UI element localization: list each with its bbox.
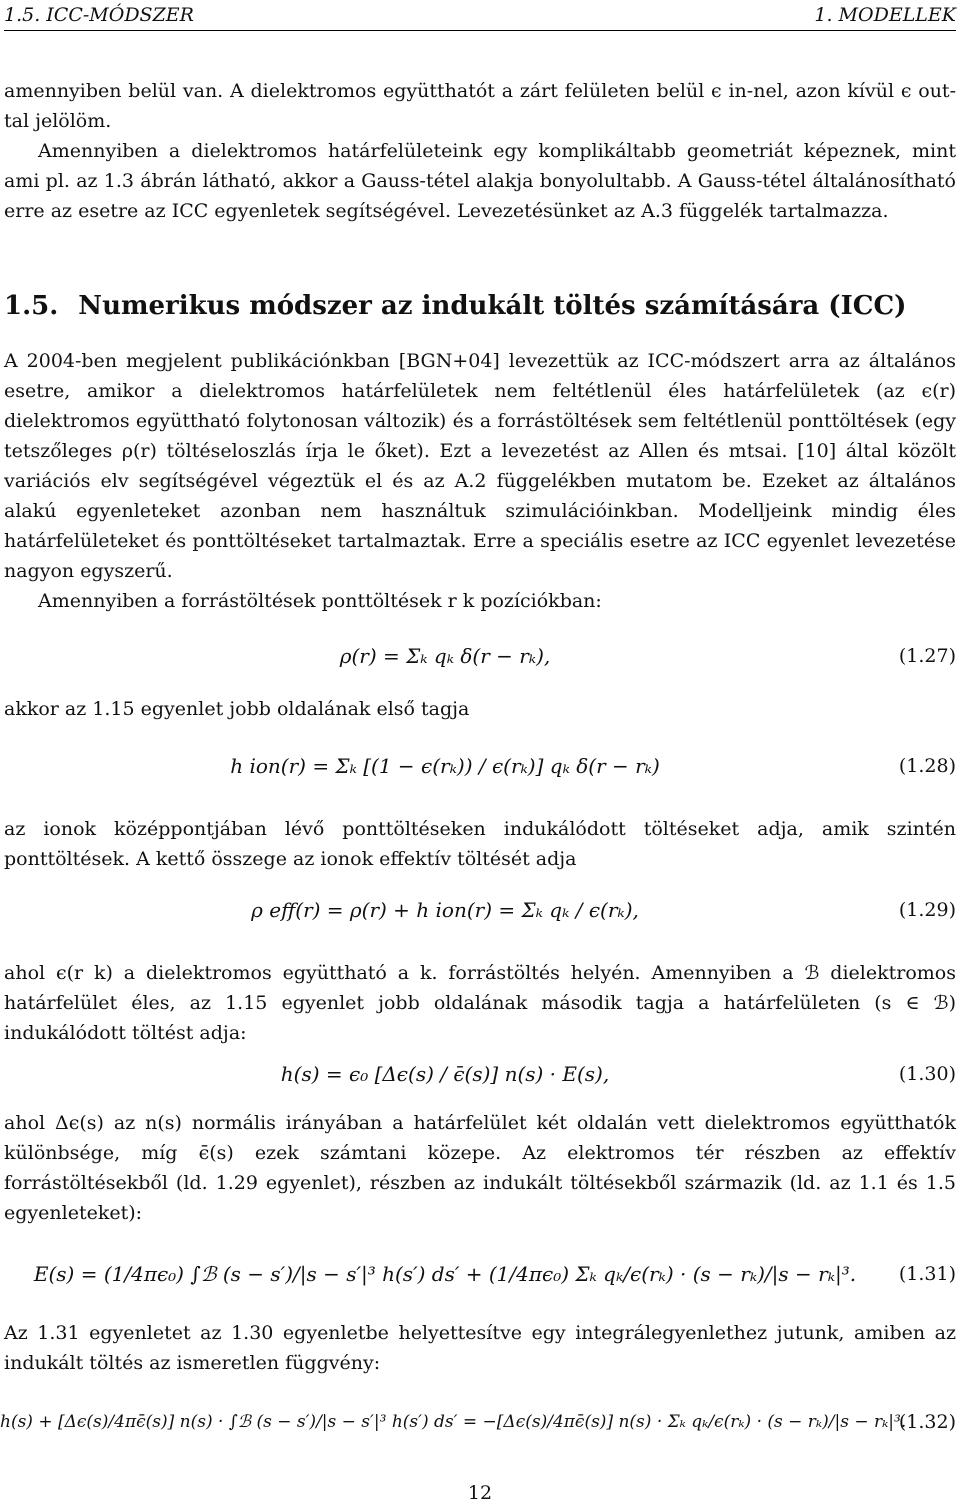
equation-body: h(s) + [Δϵ(s)/4πϵ̄(s)] n(s) · ∫ℬ (s − s′)/|s − s′|³ h(s′) ds′ = −[Δϵ(s)/4πϵ̄(s)] n(s) · Σₖ qₖ/ϵ(rₖ) · (s − rₖ)/|s − rₖ|³. (0, 1412, 907, 1432)
equation-number: (1.27) (898, 645, 956, 667)
equation-body: h(s) = ϵ₀ [Δϵ(s) / ϵ̄(s)] n(s) · E(s), (280, 1062, 610, 1086)
equation-number: (1.29) (898, 899, 956, 921)
paragraph-gauss: Amennyiben a dielektromos határfelületeink egy komplikáltabb geometriát képeznek, mint ami pl. az 1.3 ábrán látható, akkor a Gauss-tétel alakja bonyolultabb. A Gauss-tétel általánosítható erre az esetre az ICC egyenletek segítségével. Levezetésünket az A.3 függelék tartalmazza. (4, 140, 956, 222)
paragraph-integral-equation: Az 1.31 egyenletet az 1.30 egyenletbe helyettesítve egy integrálegyenlethez jutunk, amiben az indukált töltés az ismeretlen függvény: (4, 1322, 956, 1374)
paragraph-field: ahol Δϵ(s) az n(s) normális irányában a határfelület két oldalán vett dielektromos együtthatók különbsége, míg ϵ̄(s) ezek számtani közepe. Az elektromos tér részben az effektív forrástöltésekből (ld. 1.29 egyenlet), részben az indukált töltésekből származik (ld. az 1.1 és 1.5 egyenleteket): (4, 1112, 956, 1224)
equation-1-29 (0, 880, 960, 940)
section-heading (4, 286, 956, 326)
equation-body: ρ(r) = Σₖ qₖ δ(r − rₖ), (339, 644, 551, 668)
paragraph-first-term: akkor az 1.15 egyenlet jobb oldalának első tagja (4, 698, 470, 720)
paragraph-intro: amennyiben belül van. A dielektromos együtthatót a zárt felületen belül ϵ in-nel, azon kívül ϵ out-tal jelölöm. (4, 80, 956, 132)
header-section-label: 1.5. ICC-MÓDSZER (4, 4, 194, 26)
equation-number: (1.30) (898, 1063, 956, 1085)
paragraph-icc-derivation: A 2004-ben megjelent publikációnkban [BGN+04] levezettük az ICC-módszert arra az általános esetre, amikor a dielektromos határfelületek nem feltétlenül éles határfelületek (az ϵ(r) dielektromos együttható folytonosan változik) és a forrástöltések sem feltétlenül ponttöltések (egy tetszőleges ρ(r) töltéseloszlás írja le őket). Ezt a levezetést az Allen és mtsai. [10] által közölt variációs elv segítségével végeztük el és az A.2 függelékben mutatom be. Ezeket az általános alakú egyenleteket azonban nem használtuk szimulációinkban. Modelljeink mindig éles határfelületeket és ponttöltéseket tartalmaztak. Erre a speciális esetre az ICC egyenlet levezetése nagyon egyszerű. (4, 350, 956, 582)
equation-1-31 (0, 1244, 960, 1304)
running-header (4, 4, 956, 31)
section-title-text: Numerikus módszer az indukált töltés számítására (ICC) (78, 291, 907, 321)
equation-body: E(s) = (1/4πϵ₀) ∫ℬ (s − s′)/|s − s′|³ h(s′) ds′ + (1/4πϵ₀) Σₖ qₖ/ϵ(rₖ) · (s − rₖ)/|s − rₖ|³. (33, 1262, 857, 1286)
equation-number: (1.31) (898, 1263, 956, 1285)
section-number: 1.5. (4, 291, 59, 321)
equation-1-27 (0, 626, 960, 686)
paragraph-effective-charge: az ionok középpontjában lévő ponttöltéseken indukálódott töltéseket adja, amik szintén ponttöltések. A kettő összege az ionok effektív töltését adja (4, 818, 956, 870)
header-chapter-label: 1. MODELLEK (814, 4, 956, 26)
equation-body: ρ eff(r) = ρ(r) + h ion(r) = Σₖ qₖ / ϵ(rₖ), (251, 898, 639, 922)
page-number: 12 (467, 1482, 493, 1504)
equation-number: (1.28) (898, 755, 956, 777)
paragraph-boundary: ahol ϵ(r k) a dielektromos együttható a k. forrástöltés helyén. Amennyiben a ℬ dielektromos határfelület éles, az 1.15 egyenlet jobb oldalának második tagja a határfelületen (s ∈ ℬ) indukálódott töltést adja: (4, 962, 956, 1044)
equation-number: (1.32) (898, 1411, 956, 1433)
equation-body: h ion(r) = Σₖ [(1 − ϵ(rₖ)) / ϵ(rₖ)] qₖ δ(r − rₖ) (230, 754, 660, 778)
equation-1-28 (0, 736, 960, 796)
equation-1-32 (0, 1392, 960, 1452)
paragraph-point-charges: Amennyiben a forrástöltések ponttöltések r k pozíciókban: (38, 590, 602, 612)
equation-1-30 (0, 1044, 960, 1104)
